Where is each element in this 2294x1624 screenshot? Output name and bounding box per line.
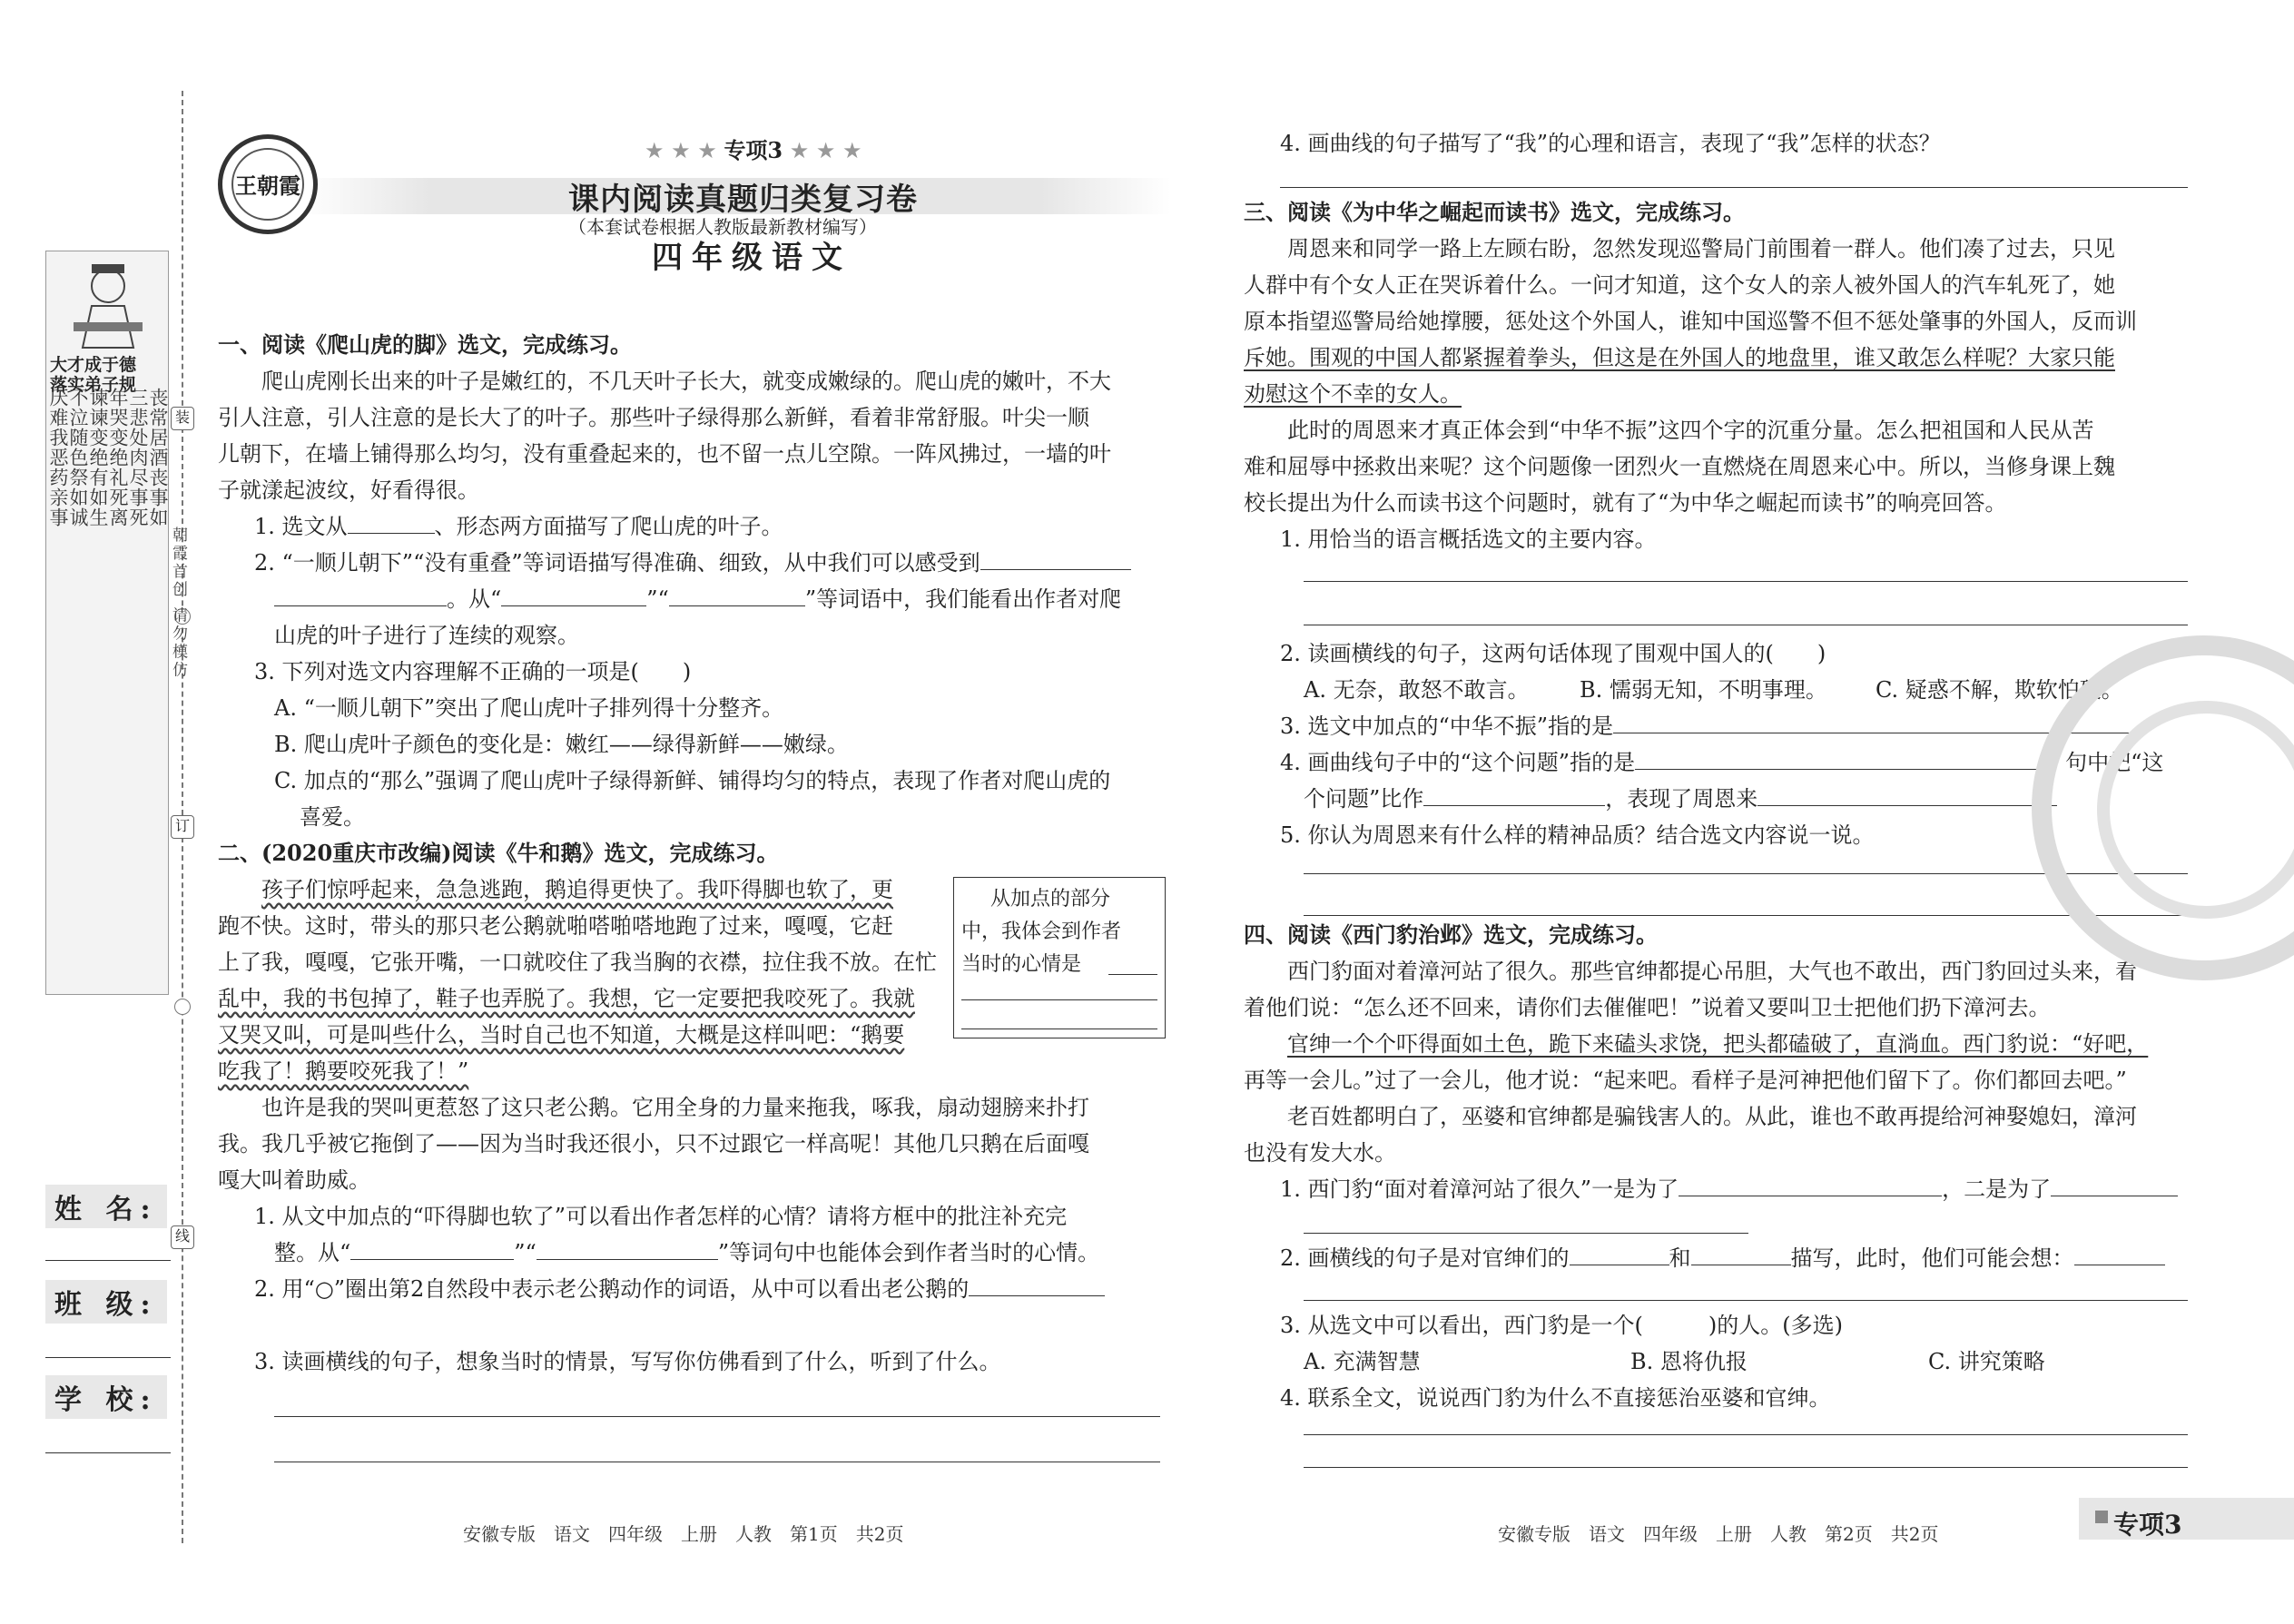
s4-q1-answer-line[interactable] [1304,1233,1748,1234]
section-1-heading: 一、阅读《爬山虎的脚》选文，完成练习。 [218,331,632,358]
s4-q1-text: 1. 西门豹“面对着漳河站了很久”一是为了 [1280,1176,1679,1202]
publisher-logo [218,134,318,234]
binding-word-3: 线 [171,1225,194,1249]
page-subtitle: （本套试卷根据人教版最新教材编写） [568,216,877,238]
footer-right: 安徽专版 语文 四年级 上册 人教 第2页 共2页 [1498,1523,1939,1545]
answer-blank[interactable] [969,1273,1105,1296]
watermark-inner-ring [2097,701,2294,919]
proverb-panel [45,251,169,995]
s3-paragraph-line: 人群中有个女人正在哭诉着什么。一问才知道，这个女人的亲人被外国人的汽车轧死了，她 [1244,272,2115,298]
s3-paragraph-line: 原本指望巡警局给她撑腰，惩处这个外国人，谁知中国巡警不但不惩处肇事的外国人，反而训 [1244,309,2137,334]
s3-question-2: 2. 读画横线的句子，这两句话体现了围观中国人的( ) [1280,641,1826,666]
grade-title: 四年级语文 [652,240,852,276]
section-2-heading: 二、(2020重庆市改编)阅读《牛和鹅》选文，完成练习。 [218,840,779,866]
answer-blank[interactable] [1691,1242,1791,1265]
answer-blank[interactable] [1570,1242,1669,1265]
series-tag [2079,1498,2294,1540]
s4-question-4: 4. 联系全文，说说西门豹为什么不直接惩治巫婆和官绅。 [1280,1385,1831,1411]
s2-question-2 [254,1271,1105,1307]
s1-q2-text: 2. “一顺儿朝下”“没有重叠”等词语描写得准确、细致，从中我们可以感受到 [254,550,980,576]
answer-blank[interactable] [537,1236,718,1260]
answer-blank[interactable] [501,583,646,606]
class-label: 班 级: [45,1280,167,1324]
s2-paragraph-line: 上了我，嘎嘎，它张开嘴，一口就咬住了我当胸的衣襟，拉住我不放。在忙 [218,950,937,975]
s1-question-1 [254,508,783,545]
s3-q4-text: ，表现了周恩来 [1605,786,1758,812]
s1-q1-text: 、形态两方面描写了爬山虎的叶子。 [434,514,783,539]
s1-q3-option-b[interactable]: B. 爬山虎叶子颜色的变化是：嫩红——绿得新鲜——嫩绿。 [274,732,849,757]
s1-paragraph-line: 儿朝下，在墙上铺得那么均匀，没有重叠起来的，也不留一点儿空隙。一阵风拂过，一墙的叶 [218,441,1111,467]
binding-hole-2 [174,999,191,1015]
s4-paragraph-2-line: 官绅一个个吓得面如土色，跪下来磕头求饶，把头都磕破了，直淌血。西门豹说：“好吧， [1287,1031,2149,1057]
s1-question-2-cont [274,581,1121,617]
s3-q2-option-b[interactable]: B. 懦弱无知，不明事理。 [1580,677,1827,703]
tag-label: 专项3 [2113,1510,2182,1540]
scholar-illustration-icon [46,257,170,357]
section-3-heading: 三、阅读《为中华之崛起而读书》选文，完成练习。 [1244,199,1745,225]
s3-question-4 [1280,744,2163,781]
s3-paragraph-line: 劝慰这个不幸的女人。 [1244,381,1462,407]
s4-paragraph-line: 西门豹面对着漳河站了很久。那些官绅都提心吊胆，大气也不敢出，西门豹回过头来，看 [1287,959,2137,984]
s2-question-3: 3. 读画横线的句子，想象当时的情景，写写你仿佛看到了什么，听到了什么。 [254,1349,1001,1374]
s2-paragraph-2-line: 也许是我的哭叫更惹怒了这只老公鹅。它用全身的力量来拖我，啄我，扇动翅膀来扑打 [261,1095,1089,1120]
s3-q4-text: 个问题”比作 [1304,786,1424,812]
s2-question-1-cont [274,1235,1099,1271]
tag-square-icon [2095,1511,2108,1523]
annotation-answer-line[interactable] [961,999,1157,1000]
answer-blank[interactable] [980,546,1131,570]
s4-paragraph-line: 着他们说：“怎么还不回来，请你们去催催吧！”说着又要叫卫士把他们扔下漳河去。 [1244,995,2051,1020]
binding-word-2: 订 [171,815,194,839]
annotation-text: 中，我体会到作者 [961,920,1122,943]
series-stars: ★ ★ ★ 专项3 ★ ★ ★ [645,137,862,163]
s1-q3-option-c-cont: 喜爱。 [300,804,365,830]
s4-paragraph-3-line: 老百姓都明白了，巫婆和官绅都是骗钱害人的。从此，谁也不敢再提给河神娶媳妇，漳河 [1287,1104,2137,1129]
answer-blank[interactable] [1757,782,2057,806]
answer-blank[interactable] [274,583,447,606]
proverb-column: 年哭变绝礼死离 [107,388,129,527]
s4-question-1 [1280,1171,2178,1207]
annotation-answer-line[interactable] [1108,974,1157,975]
s2-paragraph-line: 又哭又叫，可是叫些什么，当时自己也不知道，大概是这样叫吧：“鹅要 [218,1022,905,1048]
section-4-heading: 四、阅读《西门豹治邺》选文，完成练习。 [1244,921,1658,948]
series-label: 专项3 [724,137,783,163]
s3-q1-answer-line[interactable] [1304,581,2188,582]
s3-q3-text: 3. 选文中加点的“中华不振”指的是 [1280,714,1614,739]
s2-q4-answer-line[interactable] [1280,187,2188,188]
s3-q2-option-c[interactable]: C. 疑惑不解，欺软怕硬。 [1876,677,2123,703]
annotation-box [953,877,1166,1038]
name-field[interactable] [45,1260,171,1261]
s1-q3-option-a[interactable]: A. “一顺儿朝下”突出了爬山虎叶子排列得十分整齐。 [274,695,784,721]
s2-q3-answer-line[interactable] [274,1416,1160,1417]
s1-paragraph-line: 引人注意，引人注意的是长大了的叶子。那些叶子绿得那么新鲜，看着非常舒服。叶尖一顺 [218,405,1089,430]
s4-question-3: 3. 从选文中可以看出，西门豹是一个( )的人。(多选) [1280,1313,1843,1338]
s1-question-2-cont: 山虎的叶子进行了连续的观察。 [274,623,579,648]
s3-paragraph-line: 斥她。围观的中国人都紧握着拳头，但这是在外国人的地盘里，谁又敢怎么样呢？大家只能 [1244,345,2115,370]
s2-paragraph-line: 孩子们惊呼起来，急急逃跑，鹅追得更快了。我吓得脚也软了，更 [261,877,893,902]
copyright-vertical-note: 朝霞首创 请勿模仿 [169,527,187,680]
s4-q2-text: 2. 画横线的句子是对官绅们的 [1280,1245,1570,1271]
s3-q2-option-a[interactable]: A. 无奈，敢怒不敢言。 [1304,677,1530,703]
s1-q3-option-c[interactable]: C. 加点的“那么”强调了爬山虎叶子绿得新鲜、铺得均匀的特点，表现了作者对爬山虎的 [274,768,1111,793]
annotation-text: 从加点的部分 [990,888,1111,910]
proverb-caption-2: 落实弟子规 [50,375,137,395]
logo-text: 王朝霞 [231,148,304,221]
page-title: 课内阅读真题归类复习卷 [568,182,918,218]
answer-blank[interactable] [1423,782,1605,806]
class-field[interactable] [45,1357,171,1358]
s2-q1-text: 整。从“ [274,1240,351,1265]
proverb-column: 厌难我恶药亲事 [47,388,69,527]
s3-paragraph-2-line: 校长提出为什么而读书这个问题时，就有了“为中华之崛起而读书”的响亮回答。 [1244,490,2007,516]
s4-q1-text: ，二是为了 [1942,1176,2052,1202]
proverb-column: 不泣随色祭如诚 [67,388,89,527]
proverb-caption-1: 大才成于德 [50,355,137,375]
s2-question-4: 4. 画曲线的句子描写了“我”的心理和语言，表现了“我”怎样的状态？ [1280,131,1941,156]
s1-q1-text: 1. 选文从 [254,514,348,539]
answer-blank[interactable] [348,510,435,534]
answer-blank[interactable] [2051,1173,2178,1196]
s1-paragraph-line: 子就漾起波纹，好看得很。 [218,477,479,503]
s2-paragraph-2-line: 我。我几乎被它拖倒了——因为当时我还很小，只不过跟它一样高呢！其他几只鹅在后面嘎 [218,1131,1089,1156]
s4-paragraph-3-line: 也没有发大水。 [1244,1140,1396,1166]
s2-paragraph-line: 跑不快。这时，带头的那只老公鹅就啪嗒啪嗒地跑了过来，嘎嘎，它赶 [218,913,893,939]
s1-paragraph-line: 爬山虎刚长出来的叶子是嫩红的，不几天叶子长大，就变成嫩绿的。爬山虎的嫩叶，不大 [261,369,1111,394]
s3-question-4-cont [1304,781,2057,817]
answer-blank[interactable] [1679,1173,1942,1196]
answer-blank[interactable] [350,1236,514,1260]
s1-q2-text: 。从“ [447,586,502,612]
s1-q2-text: ”等词语中，我们能看出作者对爬 [804,586,1122,612]
s3-question-3 [1280,708,2140,744]
s4-q3-option-a[interactable]: A. 充满智慧 [1304,1349,1421,1374]
s4-q4-answer-line[interactable] [1304,1434,2188,1435]
proverb-column: 丧常居酒丧事如 [147,388,169,527]
s3-question-5: 5. 你认为周恩来有什么样的精神品质？结合选文内容说一说。 [1280,822,1875,848]
s3-q5-answer-line[interactable] [1304,915,2188,916]
s4-q2-text: 和 [1669,1245,1691,1271]
s2-q1-text: ”等词句中也能体会到作者当时的心情。 [717,1240,1100,1265]
answer-blank[interactable] [2074,1242,2165,1265]
proverb-column: 三悲处肉尽事死 [127,388,149,527]
footer-left: 安徽专版 语文 四年级 上册 人教 第1页 共2页 [463,1523,904,1545]
school-label: 学 校: [45,1375,167,1419]
s1-question-2 [254,545,1131,581]
s3-q4-text: 4. 画曲线句子中的“这个问题”指的是 [1280,750,1636,775]
name-label: 姓 名: [45,1185,167,1228]
s4-paragraph-2-line: 再等一会儿。”过了一会儿，他才说：“起来吧。看样子是河神把他们留下了。你们都回去吧。” [1244,1068,2127,1093]
answer-blank[interactable] [669,583,805,606]
s2-question-1: 1. 从文中加点的“吓得脚也软了”可以看出作者怎样的心情？请将方框中的批注补充完 [254,1204,1068,1229]
s2-paragraph-2-line: 嘎大叫着助威。 [218,1167,370,1193]
s3-paragraph-line: 周恩来和同学一路上左顾右盼，忽然发现巡警局门前围着一群人。他们凑了过去，只见 [1287,236,2115,261]
proverb-column: 谏谏变绝有如生 [87,388,109,527]
binding-word-1: 装 [171,407,194,430]
s2-paragraph-line: 吃我了！鹅要咬死我了！” [218,1058,469,1084]
s1-question-3: 3. 下列对选文内容理解不正确的一项是( ) [254,659,692,684]
s4-q2-text: 描写，此时，他们可能会想： [1790,1245,2074,1271]
s4-question-2 [1280,1240,2165,1276]
s3-paragraph-2-line: 难和屈辱中拯救出来呢？这个问题像一团烈火一直燃烧在周恩来心中。所以，当修身课上魏 [1244,454,2115,479]
answer-blank[interactable] [1635,746,2043,770]
s2-paragraph-line: 乱中，我的书包掉了，鞋子也弄脱了。我想，它一定要把我咬死了。我就 [218,986,915,1011]
s3-question-1: 1. 用恰当的语言概括选文的主要内容。 [1280,527,1657,552]
s2-q2-text: 2. 用“○”圈出第2自然段中表示老公鹅动作的词语，从中可以看出老公鹅的 [254,1276,970,1302]
s4-q4-answer-line[interactable] [1304,1467,2188,1468]
s4-q3-option-c[interactable]: C. 讲究策略 [1928,1349,2045,1374]
s4-q3-option-b[interactable]: B. 恩将仇报 [1630,1349,1748,1374]
s1-q2-text: ”“ [646,586,669,612]
s4-q2-answer-line[interactable] [1304,1300,2188,1301]
s2-q1-text: ”“ [514,1240,537,1265]
annotation-text: 当时的心情是 [961,953,1082,976]
s3-paragraph-2-line: 此时的周恩来才真正体会到“中华不振”这四个字的沉重分量。怎么把祖国和人民从苦 [1287,418,2094,443]
school-field[interactable] [45,1452,171,1453]
s3-q4-text: ，句中把“这 [2043,750,2164,775]
